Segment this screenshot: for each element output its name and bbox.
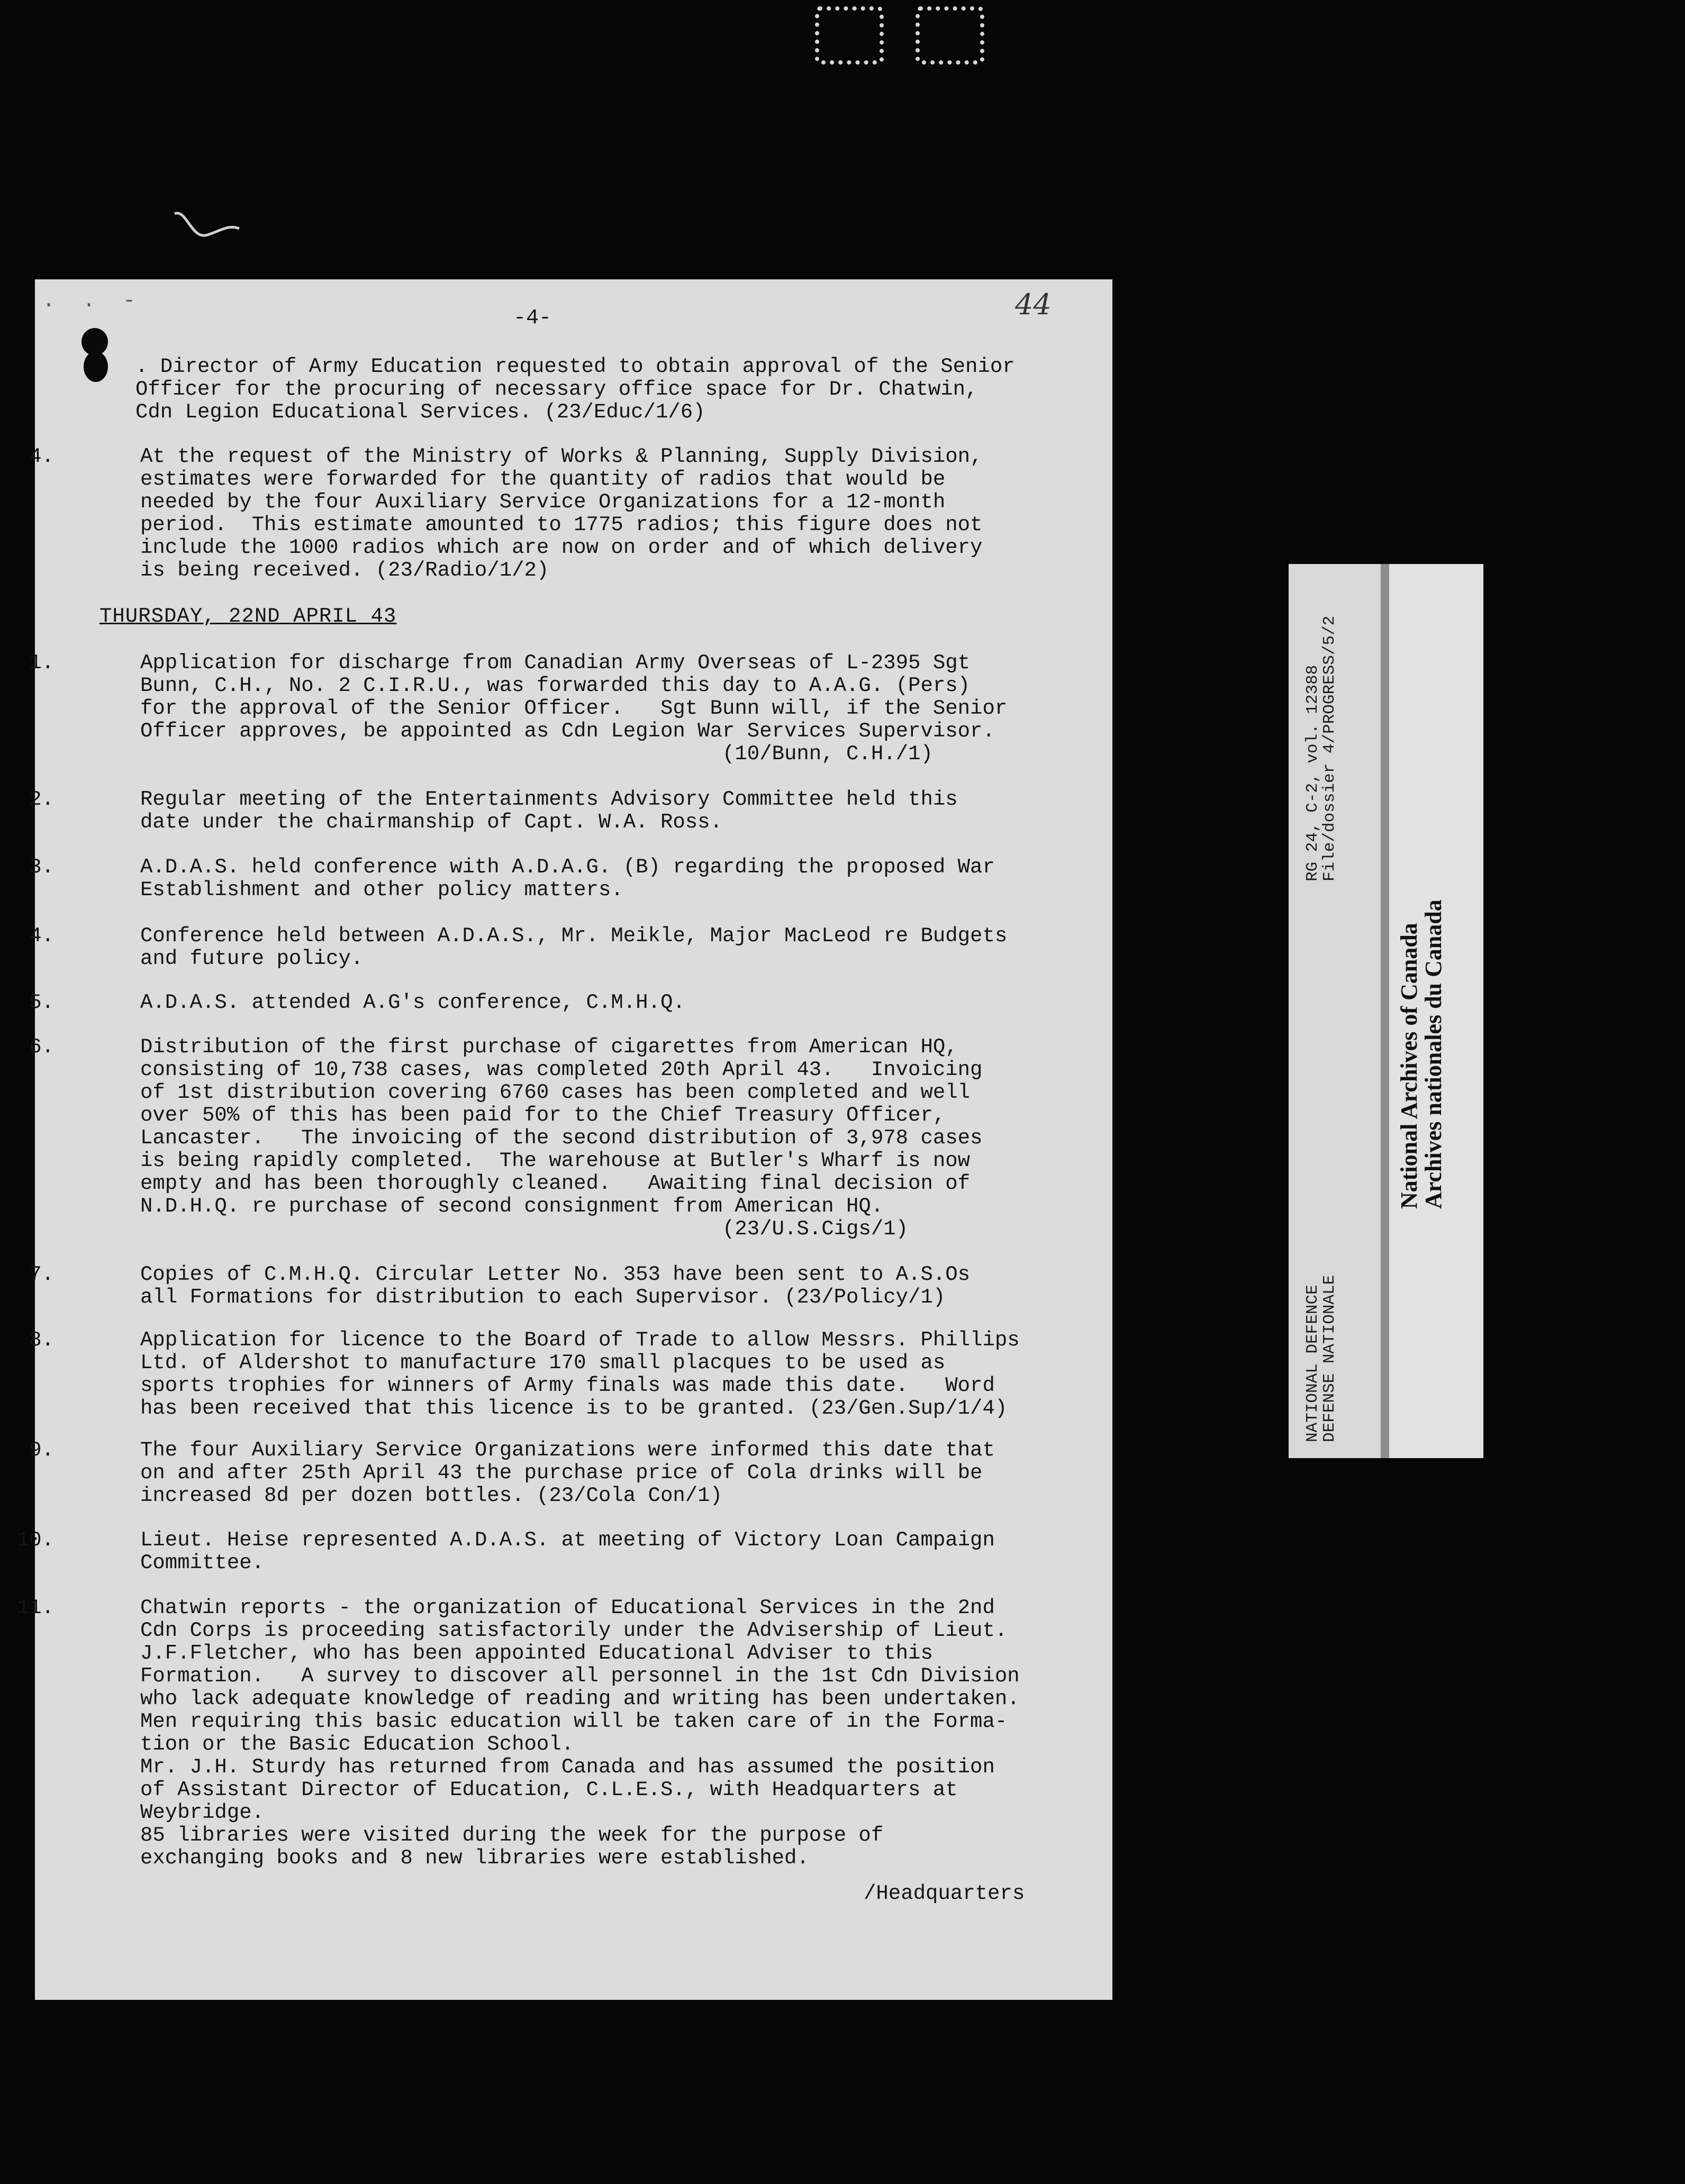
film-frame-mark-right xyxy=(916,6,984,65)
item-text: Chatwin reports - the organization of Educational Services in the 2nd Cdn Corps is proceeding satisfactorily under the Advisership of Lieut. J.F.Fletcher, who has been appointed Educational Adviser to this Formation. A survey to discover all personnel in the 1st Cdn Division who lack adequate knowledge of reading and writing has been undertaken. Men requiring this basic education will be taken care of in the Forma- tion or the Basic Education School. Mr. J.H. Sturdy has returned from Canada and has assumed the position of Assistant Director of Education, C.L.E.S., with Headquarters at Weybridge. 85 libraries were visited during the week for the purpose of exchanging books and 8 new libraries were established. xyxy=(140,1596,1020,1870)
archive-reference-strip xyxy=(1289,564,1483,1458)
archive-reference xyxy=(1304,616,1338,881)
intro-paragraph-text: . Director of Army Education requested to obtain approval of the Senior Officer for the procuring of necessary office space for Dr. Chatwin, Cdn Legion Educational Services. (23/Educ/1/6) xyxy=(135,355,1015,424)
section-date-heading: THURSDAY, 22ND APRIL 43 xyxy=(99,605,397,628)
item-number: 9. xyxy=(29,1439,54,1462)
item-text: At the request of the Ministry of Works & Planning, Supply Division, estimates were forwarded for the quantity of radios that would be needed by the four Auxiliary Service Organizations for a 12-month period. This estimate amounted to 1775 radios; this figure does not include the 1000 radios which are now on order and of which delivery is being received. (23/Radio/1/2) xyxy=(140,445,983,582)
document-page xyxy=(16,279,1112,2000)
item-text: Regular meeting of the Entertainments Advisory Committee held this date under the chairmanship of Capt. W.A. Ross. xyxy=(140,788,958,834)
archive-reference-line: RG 24, C-2, vol. 12388 xyxy=(1303,665,1322,881)
archives-line: National Archives of Canada xyxy=(1396,923,1422,1209)
strip-divider xyxy=(1381,564,1389,1458)
item-number: 1. xyxy=(29,651,54,675)
page-number: -4- xyxy=(513,306,552,330)
item-number: 10. xyxy=(16,1528,54,1552)
pencil-tick-mark xyxy=(170,203,244,245)
item-text: Lieut. Heise represented A.D.A.S. at meeting of Victory Loan Campaign Committee. xyxy=(140,1528,995,1575)
item-number: 4. xyxy=(29,924,54,948)
film-frame-mark-left xyxy=(815,6,884,65)
item-number: 11. xyxy=(16,1596,54,1619)
punch-hole xyxy=(84,351,108,382)
item-text: Copies of C.M.H.Q. Circular Letter No. 353 have been sent to A.S.Os all Formations for distribution to each Supervisor. (23/Policy/1) xyxy=(140,1263,971,1309)
item-number: 6. xyxy=(29,1035,54,1059)
item-text: Distribution of the first purchase of cigarettes from American HQ, consisting of 10,738 cases, was completed 20th April 43. Invoicing of 1st distribution covering 6760 cases has been completed and well over 50% of this has been paid for to the Chief Treasury Officer, Lancaster. The invoicing of the second distribution of 3,978 cases is being rapidly completed. The warehouse at Butler's Wharf is now empty and has been thoroughly cleaned. Awaiting final decision of N.D.H.Q. re purchase of second consignment from American HQ. (23/U.S.Cigs/1) xyxy=(140,1035,983,1241)
archives-line: Archives nationales du Canada xyxy=(1420,899,1446,1209)
handwritten-folio-number: 44 xyxy=(1015,288,1052,321)
item-text: The four Auxiliary Service Organizations were informed this date that on and after 25th April 43 the purchase price of Cola drinks will be increased 8d per dozen bottles. (23/Cola Con/1) xyxy=(140,1439,995,1507)
item-text: A.D.A.S. held conference with A.D.A.G. (B) regarding the proposed War Establishment and other policy matters. xyxy=(140,856,995,902)
item-number: 5. xyxy=(29,991,54,1014)
archive-reference-line: File/dossier 4/PROGRESS/5/2 xyxy=(1320,615,1339,881)
continuation-catchword: /Headquarters xyxy=(864,1882,1025,1905)
item-text: Application for discharge from Canadian Army Overseas of L-2395 Sgt Bunn, C.H., No. 2 C.I.R.U., was forwarded this day to A.A.G. (Pers) for the approval of the Senior Officer. Sgt Bunn will, if the Senior Officer approves, be appointed as Cdn Legion War Services Supervisor. (10/Bunn, C.H./1) xyxy=(140,651,1008,766)
item-text: Conference held between A.D.A.S., Mr. Meikle, Major MacLeod re Budgets and future policy. xyxy=(140,924,1008,970)
national-archives-label xyxy=(1397,899,1446,1209)
item-number: 7. xyxy=(29,1263,54,1286)
national-defence-stamp xyxy=(1304,1275,1338,1442)
item-number: 3. xyxy=(29,856,54,879)
stamp-line: NATIONAL DEFENCE xyxy=(1303,1285,1322,1442)
item-number: 8. xyxy=(29,1328,54,1352)
stamp-line: DEFENSE NATIONALE xyxy=(1320,1275,1339,1442)
item-number: 4. xyxy=(29,445,54,468)
page-corner-marks: . . - xyxy=(42,289,143,313)
item-text: Application for licence to the Board of Trade to allow Messrs. Phillips Ltd. of Aldershot to manufacture 170 small placques to be used as sports trophies for winners of Army finals was made this date. Word has been received that this licence is to be granted. (23/Gen.Sup/1/4) xyxy=(140,1328,1020,1420)
item-text: A.D.A.S. attended A.G's conference, C.M.H.Q. xyxy=(140,991,685,1014)
item-number: 2. xyxy=(29,788,54,811)
